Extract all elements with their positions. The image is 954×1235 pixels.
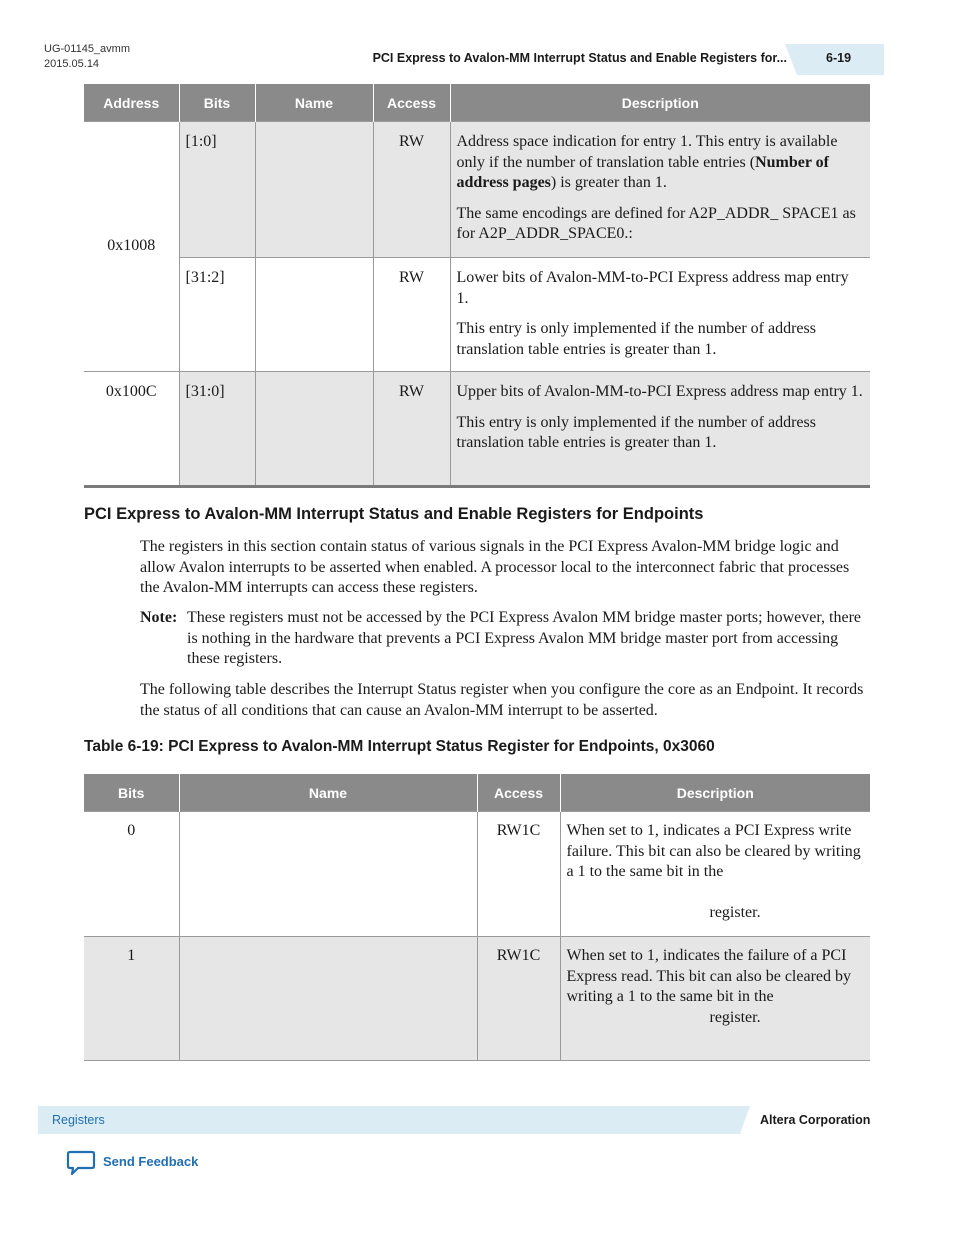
- column-header-access: Access: [477, 774, 560, 812]
- address-translation-table: [84, 84, 870, 488]
- description-cell: [450, 372, 870, 487]
- description-cell: [560, 812, 870, 937]
- table-row: [84, 812, 870, 937]
- column-header-name: Name: [255, 84, 373, 122]
- name-cell: [255, 258, 373, 372]
- speech-bubble-icon[interactable]: [66, 1150, 96, 1176]
- column-header-name: Name: [179, 774, 477, 812]
- bits-cell: [31:2]: [179, 258, 255, 372]
- document-date: 2015.05.14: [44, 58, 100, 70]
- column-header-bits: Bits: [179, 84, 255, 122]
- description-text: When set to 1, indicates the failure of a PCI Express read. This bit can also be cleared by writing a 1 to the same bit in the: [566, 947, 851, 1005]
- registers-link[interactable]: Registers: [52, 1113, 105, 1127]
- description-tail: register.: [709, 903, 761, 921]
- table-header-row: [84, 84, 870, 122]
- description-text: ) is greater than 1.: [550, 174, 667, 191]
- description-paragraph: Lower bits of Avalon-MM-to-PCI Express address map entry 1.: [456, 269, 849, 307]
- access-cell: RW1C: [477, 812, 560, 937]
- table-row: [84, 122, 870, 258]
- table-intro-paragraph: The following table describes the Interrupt Status register when you configure the core as an Endpoint. It records the status of all conditions that can cause an Avalon-MM interrupt to be asserted.: [140, 681, 864, 719]
- note-label: Note:: [140, 609, 178, 626]
- name-cell: [179, 937, 477, 1061]
- footer-band: [38, 1106, 740, 1134]
- column-header-bits: Bits: [84, 774, 179, 812]
- description-paragraph: This entry is only implemented if the number of address translation table entries is greater than 1.: [456, 320, 816, 358]
- bits-cell: [31:0]: [179, 372, 255, 487]
- description-paragraph: This entry is only implemented if the number of address translation table entries is greater than 1.: [456, 413, 816, 451]
- bits-cell: 1: [84, 937, 179, 1061]
- document-id-block: [44, 42, 130, 72]
- column-header-access: Access: [373, 84, 450, 122]
- description-tail: register.: [709, 1008, 761, 1026]
- access-cell: RW1C: [477, 937, 560, 1061]
- table-row: [84, 258, 870, 372]
- name-cell: [255, 372, 373, 487]
- description-cell: [450, 122, 870, 258]
- note-text: These registers must not be accessed by the PCI Express Avalon MM bridge master ports; however, there is nothing in the hardware that prevents a PCI Express Avalon MM bridge master port from accessing these registers.: [187, 609, 862, 667]
- send-feedback-link[interactable]: Send Feedback: [103, 1154, 199, 1169]
- access-cell: RW: [373, 122, 450, 258]
- intro-paragraph: The registers in this section contain status of various signals in the PCI Express Avalon-MM bridge logic and allow Avalon interrupts to be asserted when enabled. A processor local to the interconnect fabric that processes the Avalon-MM interrupts can access these registers.: [140, 538, 850, 596]
- address-cell: 0x100C: [84, 372, 179, 487]
- description-text: When set to 1, indicates a PCI Express write failure. This bit can also be cleared by writing a 1 to the same bit in the: [566, 822, 861, 880]
- description-cell: [450, 258, 870, 372]
- description-text: Address space indication for entry 1. This entry is available only if the number of translation table entries (: [456, 133, 838, 171]
- bits-cell: [1:0]: [179, 122, 255, 258]
- name-cell: [179, 812, 477, 937]
- interrupt-status-table: [84, 774, 870, 1061]
- description-bold-term: Number of address pages: [456, 153, 829, 191]
- access-cell: RW: [373, 258, 450, 372]
- description-cell: [560, 937, 870, 1061]
- access-cell: RW: [373, 372, 450, 487]
- table-row: [84, 372, 870, 487]
- company-name: Altera Corporation: [760, 1113, 871, 1127]
- table-row: [84, 937, 870, 1061]
- description-paragraph: Upper bits of Avalon-MM-to-PCI Express address map entry 1.: [456, 383, 863, 400]
- column-header-description: Description: [450, 84, 870, 122]
- column-header-address: Address: [84, 84, 179, 122]
- bits-cell: 0: [84, 812, 179, 937]
- column-header-description: Description: [560, 774, 870, 812]
- page-number: 6-19: [826, 51, 852, 65]
- address-cell: 0x1008: [84, 122, 179, 372]
- table-caption: Table 6-19: PCI Express to Avalon-MM Interrupt Status Register for Endpoints, 0x3060: [84, 738, 715, 755]
- name-cell: [255, 122, 373, 258]
- description-paragraph: The same encodings are defined for A2P_ADDR_ SPACE1 as for A2P_ADDR_SPACE0.:: [456, 204, 856, 242]
- running-title: PCI Express to Avalon-MM Interrupt Status and Enable Registers for...: [372, 51, 787, 65]
- table-header-row: [84, 774, 870, 812]
- document-id: UG-01145_avmm: [44, 43, 130, 55]
- section-heading: PCI Express to Avalon-MM Interrupt Status and Enable Registers for Endpoints: [84, 505, 704, 523]
- description-paragraph: [457, 132, 865, 194]
